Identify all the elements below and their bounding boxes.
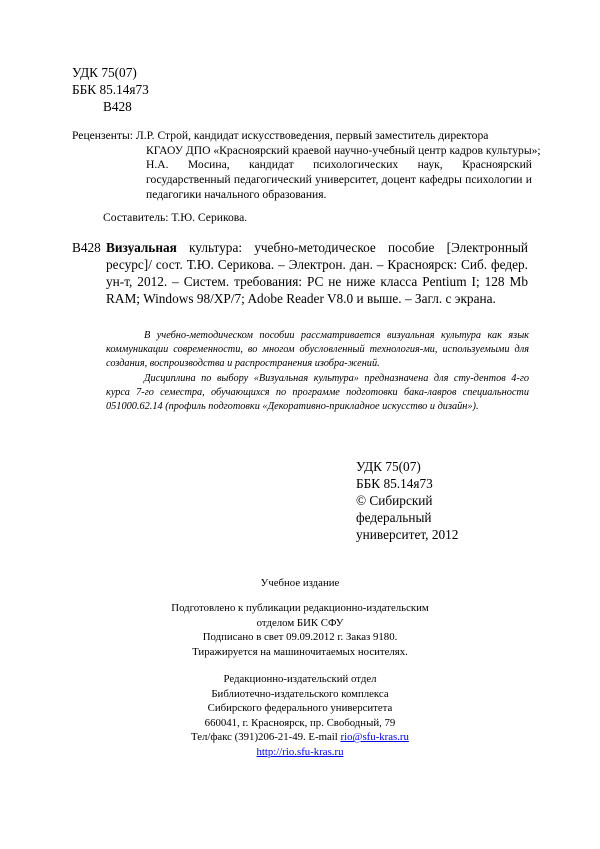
address-line: 660041, г. Красноярск, пр. Свободный, 79 bbox=[204, 716, 396, 729]
bib-title: Визуальная bbox=[106, 240, 177, 255]
phone-text: Тел/факс (391)206-21-49. E-mail bbox=[191, 731, 341, 743]
bib-record bbox=[106, 239, 528, 307]
author-cipher: В428 bbox=[103, 99, 132, 114]
prepared-line-1: Подготовлено к публикации редакционно-издательским bbox=[171, 602, 429, 614]
copyright-block bbox=[356, 458, 458, 543]
compiler: Составитель: Т.Ю. Серикова. bbox=[103, 211, 248, 224]
dept-line-2: Библиотечно-издательского комплекса bbox=[211, 687, 389, 700]
copyright-line-3: университет, 2012 bbox=[356, 527, 459, 542]
bbk-code: ББК 85.14я73 bbox=[72, 82, 149, 97]
reviewer-2: Н.А. Мосина, кандидат психологических наук, Красноярский государственный педагогический университет, доцент кафедры психологии и педагогики начального образования. bbox=[146, 158, 532, 201]
reviewers-block bbox=[72, 129, 541, 203]
copyright-line-1: © Сибирский bbox=[356, 493, 433, 508]
abstract-paragraph-1: В учебно-методическом пособии рассматривается визуальная культура как язык коммуникации современности, во многом обусловленный технология-ми, используемыми для создания, воспроизводства и распространения изобра-жений. bbox=[106, 330, 529, 370]
abstract-paragraph-2: Дисциплина по выбору «Визуальная культура» предназначена для сту-дентов 4-го курса 7-го семестра, обучающихся по программе подготовки бака-лавров специальности 051000.62.14 (профиль подготовки «Декоративно-прикладное искусство и дизайн»). bbox=[106, 372, 529, 413]
publication-info bbox=[100, 601, 500, 659]
udk-code: УДК 75(07) bbox=[72, 65, 137, 80]
dept-line-3: Сибирского федерального университета bbox=[207, 702, 393, 714]
contact-line bbox=[100, 730, 500, 745]
signed-line: Подписано в свет 09.09.2012 г. Заказ 9180. bbox=[202, 631, 398, 643]
prepared-line-2: отделом БИК СФУ bbox=[256, 616, 344, 629]
edition-type: Учебное издание bbox=[260, 577, 340, 589]
reviewers-label: Рецензенты: bbox=[72, 129, 134, 142]
reviewer-1: Л.Р. Строй, кандидат искусствоведения, первый заместитель директора bbox=[135, 129, 489, 142]
copyright-line-2: федеральный bbox=[356, 510, 432, 525]
copyright-udk: УДК 75(07) bbox=[356, 459, 421, 474]
email-link[interactable]: rio@sfu-kras.ru bbox=[340, 731, 409, 743]
dept-line-1: Редакционно-издательский отдел bbox=[223, 673, 377, 685]
copies-line: Тиражируется на машиночитаемых носителях. bbox=[192, 645, 408, 658]
website-link[interactable]: http://rio.sfu-kras.ru bbox=[256, 745, 344, 758]
abstract bbox=[106, 329, 529, 414]
bib-cipher: В428 bbox=[72, 240, 101, 255]
copyright-bbk: ББК 85.14я73 bbox=[356, 476, 433, 491]
publisher-info bbox=[100, 672, 500, 759]
bib-details: культура: учебно-методическое пособие [Электронный ресурс]/ сост. Т.Ю. Серикова. – Электрон. дан. – Красноярск: Сиб. федер. ун-т, 2012. – Систем. требования: PC не ниже класса Pentium I; 128 Mb RAM; Windows 98/XP/7; Adobe Reader V8.0 и выше. – Загл. с экрана. bbox=[106, 240, 528, 306]
reviewer-1-affiliation: КГАОУ ДПО «Красноярский краевой научно-учебный центр кадров культуры»; bbox=[146, 143, 541, 157]
